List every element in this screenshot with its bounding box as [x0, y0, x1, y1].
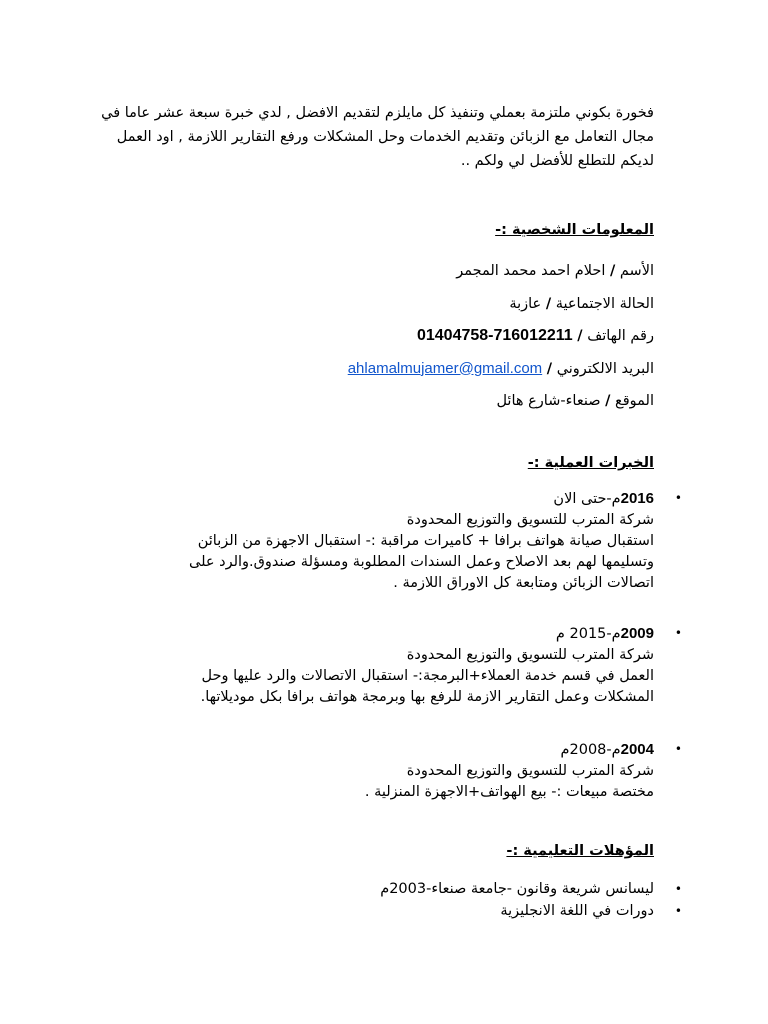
marital-status-value: عازبة — [509, 295, 542, 312]
separator: / — [609, 263, 616, 279]
education-item — [234, 900, 682, 922]
marital-status-label: الحالة الاجتماعية — [555, 295, 654, 312]
experience-description-line: استقبال صيانة هواتف برافا + كاميرات مراقبة :- استقبال الاجهزة من الزبائن — [197, 533, 654, 549]
period-rest: م-2015 م — [555, 626, 621, 642]
education-heading: المؤهلات التعليمية :- — [506, 843, 654, 859]
intro-paragraph — [101, 101, 654, 173]
bullet-icon: • — [674, 626, 682, 640]
experience-period — [134, 488, 682, 510]
experience-item — [134, 623, 682, 708]
email-link[interactable]: ahlamalmujamer@gmail.com — [347, 359, 543, 377]
bullet-icon: • — [674, 742, 682, 756]
intro-line: لديكم للتطلع للأفضل لي ولكم .. — [460, 153, 654, 169]
name-label: الأسم — [619, 263, 654, 279]
location-row — [154, 385, 654, 418]
location-value: صنعاء-شارع هائل — [496, 393, 601, 409]
experience-description-line: مختصة مبيعات :- بيع الهواتف+الاجهزة المنزلية . — [364, 784, 654, 800]
experience-description-line: المشكلات وعمل التقارير الازمة للرفع بها وبرمجة هواتف برافا بكل موديلاتها. — [200, 689, 654, 705]
experience-description-line: اتصالات الزبائن ومتابعة كل الاوراق اللازمة . — [393, 575, 654, 591]
period-rest: م-حتى الان — [553, 491, 621, 507]
separator: / — [605, 393, 611, 409]
experience-heading: الخبرات العملية :- — [527, 455, 654, 471]
name-row — [154, 255, 654, 288]
experience-period — [134, 623, 682, 645]
intro-line: مجال التعامل مع الزبائن وتقديم الخدمات وحل المشكلات ورفع التقارير اللازمة , اود العمل — [116, 129, 654, 145]
period-rest: م-2008م — [560, 742, 621, 758]
period-year: 2004 — [620, 741, 654, 758]
education-item-text: ليسانس شريعة وقانون -جامعة صنعاء-2003م — [380, 881, 654, 897]
period-year: 2009 — [620, 625, 654, 642]
separator: / — [577, 328, 583, 344]
period-year: 2016 — [620, 490, 654, 507]
separator: / — [545, 295, 552, 312]
intro-line: فخورة بكوني ملتزمة بعملي وتنفيذ كل مايلزم لتقديم الافضل , لدي خبرة سبعة عشر عاما في — [101, 105, 654, 121]
company-name: شركة المترب للتسويق والتوزيع المحدودة — [406, 647, 654, 663]
education-item-text: دورات في اللغة الانجليزية — [500, 903, 654, 919]
phone-value: 01404758-716012211 — [416, 327, 573, 344]
bullet-icon: • — [674, 491, 682, 505]
separator: / — [546, 360, 553, 377]
education-list — [234, 878, 682, 922]
company-name: شركة المترب للتسويق والتوزيع المحدودة — [406, 512, 654, 528]
location-label: الموقع — [615, 393, 654, 409]
bullet-icon: • — [674, 882, 682, 896]
experience-period — [134, 739, 682, 761]
experience-description-line: العمل في قسم خدمة العملاء+البرمجة:- استقبال الاتصالات والرد عليها وحل — [201, 668, 654, 684]
phone-row — [154, 320, 654, 353]
name-value: احلام احمد محمد المجمر — [456, 263, 606, 279]
education-item — [234, 878, 682, 900]
phone-label: رقم الهاتف — [587, 328, 654, 344]
email-row — [154, 353, 654, 386]
email-label: البريد الالكتروني — [556, 360, 654, 377]
experience-description-line: وتسليمها لهم بعد الاصلاح وعمل السندات المطلوبة ومسؤلة صندوق.والرد على — [188, 554, 654, 570]
experience-item — [134, 739, 682, 803]
personal-info-heading: المعلومات الشخصية :- — [495, 222, 654, 238]
marital-status-row — [154, 288, 654, 321]
experience-item — [134, 488, 682, 594]
bullet-icon: • — [674, 904, 682, 918]
company-name: شركة المترب للتسويق والتوزيع المحدودة — [406, 763, 654, 779]
personal-info-list — [154, 255, 654, 418]
